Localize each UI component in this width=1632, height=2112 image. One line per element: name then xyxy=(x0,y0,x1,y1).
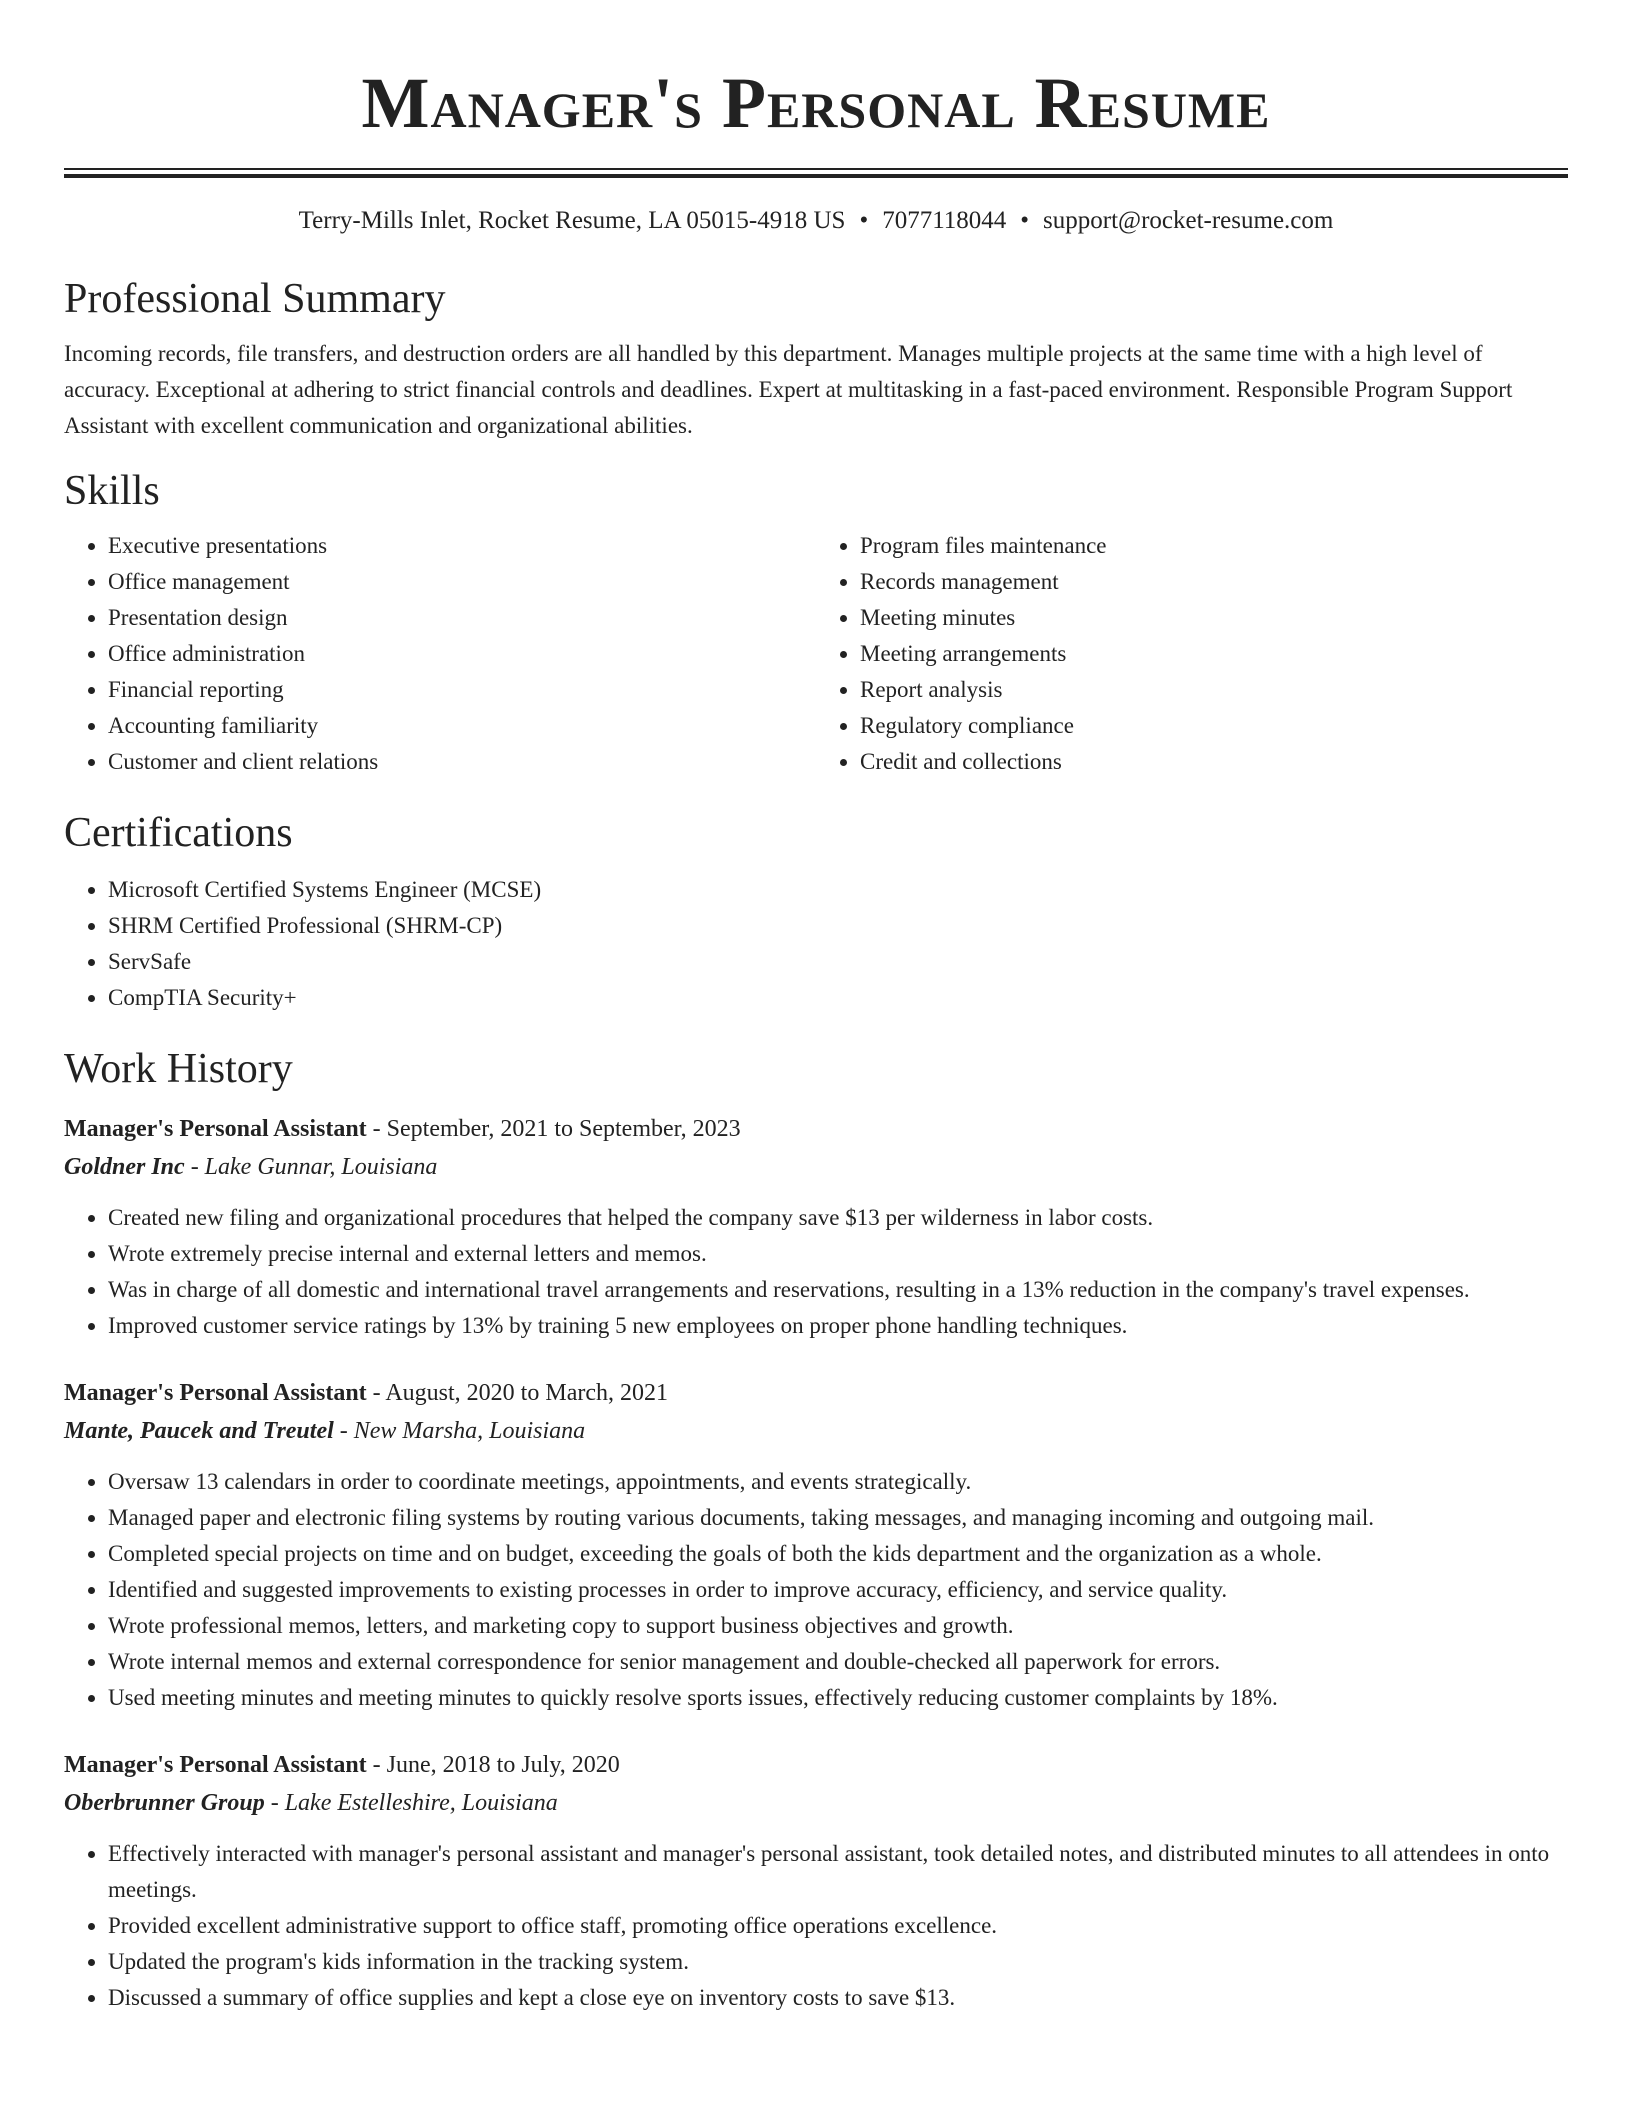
job-location: - New Marsha, Louisiana xyxy=(333,1418,586,1444)
job-company: Oberbrunner Group xyxy=(64,1790,265,1816)
skills-columns xyxy=(64,528,1568,780)
work-history-heading: Work History xyxy=(64,1046,293,1092)
certification-item: • CompTIA Security+ xyxy=(108,980,1568,1016)
skills-heading: Skills xyxy=(64,468,160,514)
job-title-line xyxy=(64,1110,1568,1148)
skill-item: • Customer and client relations xyxy=(108,744,816,780)
contact-line xyxy=(64,206,1568,236)
contact-separator: • xyxy=(859,207,869,234)
job-dates: - August, 2020 to March, 2021 xyxy=(366,1380,668,1406)
job-title: Manager's Personal Assistant xyxy=(64,1380,367,1406)
resume-title: Manager's Personal Resume xyxy=(361,63,1271,143)
skill-item: • Presentation design xyxy=(108,600,816,636)
job-company-line xyxy=(64,1784,1568,1822)
job-duty: • Used meeting minutes and meeting minutes to quickly resolve sports issues, effectively reducing customer complaints by 18%. xyxy=(108,1680,1568,1716)
title-divider xyxy=(64,168,1568,178)
contact-email: support@rocket-resume.com xyxy=(1043,207,1334,234)
job-company: Mante, Paucek and Treutel xyxy=(64,1418,334,1444)
job-duties-list xyxy=(64,1836,1568,2016)
contact-separator: • xyxy=(1020,207,1030,234)
skill-item: • Executive presentations xyxy=(108,528,816,564)
job-title: Manager's Personal Assistant xyxy=(64,1116,367,1142)
skill-item: • Office administration xyxy=(108,636,816,672)
job-duties-list xyxy=(64,1464,1568,1716)
job-duty: • Updated the program's kids information in the tracking system. xyxy=(108,1944,1568,1980)
skill-item: • Accounting familiarity xyxy=(108,708,816,744)
skill-item: • Program files maintenance xyxy=(860,528,1568,564)
skill-item: • Records management xyxy=(860,564,1568,600)
job-entry xyxy=(64,1746,1568,2016)
contact-address: Terry-Mills Inlet, Rocket Resume, LA 05015-4918 US xyxy=(298,207,846,234)
skills-list-right xyxy=(816,528,1568,780)
contact-phone: 7077118044 xyxy=(882,207,1007,234)
job-duty: • Wrote professional memos, letters, and marketing copy to support business objectives and growth. xyxy=(108,1608,1568,1644)
skills-list-left xyxy=(64,528,816,780)
job-duty: • Identified and suggested improvements to existing processes in order to improve accuracy, efficiency, and service quality. xyxy=(108,1572,1568,1608)
job-duty: • Provided excellent administrative support to office staff, promoting office operations excellence. xyxy=(108,1908,1568,1944)
job-duty: • Completed special projects on time and on budget, exceeding the goals of both the kids department and the organization as a whole. xyxy=(108,1536,1568,1572)
skill-item: • Office management xyxy=(108,564,816,600)
skill-item: • Meeting minutes xyxy=(860,600,1568,636)
job-duty: • Oversaw 13 calendars in order to coordinate meetings, appointments, and events strategically. xyxy=(108,1464,1568,1500)
certification-item: • Microsoft Certified Systems Engineer (MCSE) xyxy=(108,872,1568,908)
skill-item: • Credit and collections xyxy=(860,744,1568,780)
job-entry xyxy=(64,1374,1568,1716)
job-duty: • Discussed a summary of office supplies and kept a close eye on inventory costs to save $13. xyxy=(108,1980,1568,2016)
job-entry xyxy=(64,1110,1568,1344)
job-dates: - June, 2018 to July, 2020 xyxy=(366,1752,620,1778)
job-title: Manager's Personal Assistant xyxy=(64,1752,367,1778)
job-location: - Lake Estelleshire, Louisiana xyxy=(264,1790,558,1816)
skill-item: • Report analysis xyxy=(860,672,1568,708)
skill-item: • Regulatory compliance xyxy=(860,708,1568,744)
skill-item: • Meeting arrangements xyxy=(860,636,1568,672)
certifications-list xyxy=(64,872,1568,1016)
job-duty: • Was in charge of all domestic and international travel arrangements and reservations, resulting in a 13% reduction in the company's travel expenses. xyxy=(108,1272,1568,1308)
summary-text: Incoming records, file transfers, and destruction orders are all handled by this department. Manages multiple projects at the same time with a high level of accuracy. Exceptional at adhering to strict financial controls and deadlines. Expert at multitasking in a fast-paced environment. Responsible Program Support Assistant with excellent communication and organizational abilities. xyxy=(64,341,1513,438)
job-duty: • Created new filing and organizational procedures that helped the company save $13 per wilderness in labor costs. xyxy=(108,1200,1568,1236)
job-company-line xyxy=(64,1412,1568,1450)
certification-item: • ServSafe xyxy=(108,944,1568,980)
job-location: - Lake Gunnar, Louisiana xyxy=(184,1154,438,1180)
summary-heading: Professional Summary xyxy=(64,276,446,322)
job-duty: • Improved customer service ratings by 13% by training 5 new employees on proper phone handling techniques. xyxy=(108,1308,1568,1344)
job-duty: • Managed paper and electronic filing systems by routing various documents, taking messages, and managing incoming and outgoing mail. xyxy=(108,1500,1568,1536)
job-duty: • Wrote internal memos and external correspondence for senior management and double-checked all paperwork for errors. xyxy=(108,1644,1568,1680)
job-company-line xyxy=(64,1148,1568,1186)
job-company: Goldner Inc xyxy=(64,1154,185,1180)
resume-page xyxy=(64,0,1568,2016)
job-duties-list xyxy=(64,1200,1568,1344)
job-title-line xyxy=(64,1746,1568,1784)
job-title-line xyxy=(64,1374,1568,1412)
certification-item: • SHRM Certified Professional (SHRM-CP) xyxy=(108,908,1568,944)
certifications-heading: Certifications xyxy=(64,810,293,856)
skill-item: • Financial reporting xyxy=(108,672,816,708)
job-dates: - September, 2021 to September, 2023 xyxy=(366,1116,741,1142)
job-duty: • Effectively interacted with manager's personal assistant and manager's personal assistant, took detailed notes, and distributed minutes to all attendees in onto meetings. xyxy=(108,1836,1568,1908)
job-duty: • Wrote extremely precise internal and external letters and memos. xyxy=(108,1236,1568,1272)
